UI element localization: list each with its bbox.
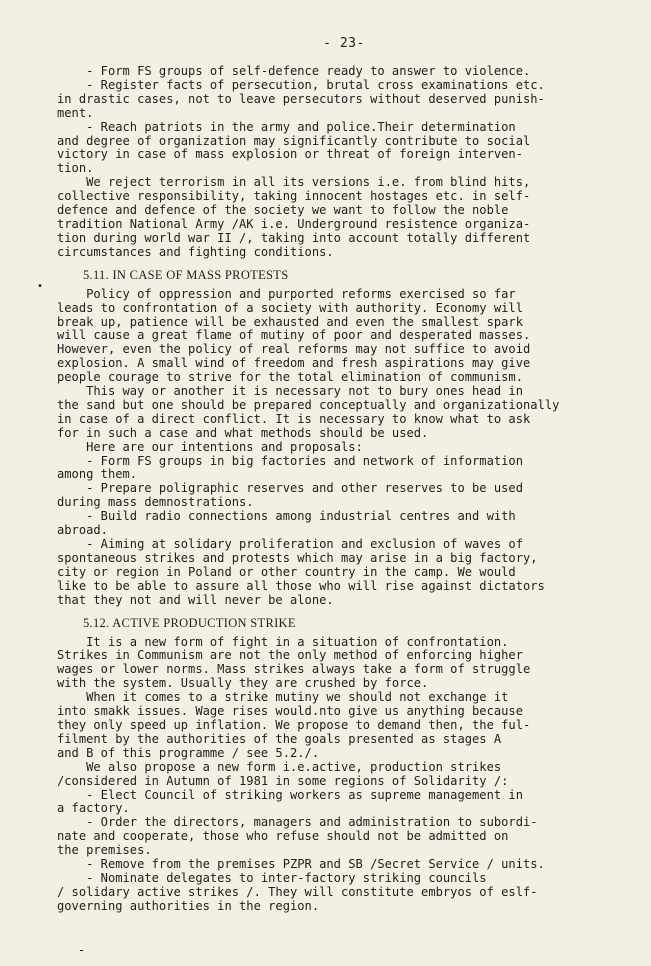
section-heading-mass-protests: 5.11. IN CASE OF MASS PROTESTS — [83, 267, 289, 282]
paragraph-block-self-defence — [57, 65, 631, 260]
text-line: Here are our intentions and proposals: — [57, 439, 363, 454]
text-line: It is a new form of fight in a situation of confrontation. — [57, 634, 509, 649]
text-line: abroad. — [57, 523, 108, 538]
text-line: - Aiming at solidary proliferation and exclusion of waves of — [57, 537, 523, 551]
text-line: among them. — [57, 467, 138, 482]
text-line: in case of a direct conflict. It is necessary to know what to ask — [57, 411, 531, 426]
text-line: collective responsibility, taking innocent hostages etc. in self- — [57, 189, 531, 204]
text-line: - Form FS groups in big factories and network of information — [57, 453, 523, 468]
text-line: tion during world war II /, taking into account totally different — [57, 230, 531, 245]
text-line: nate and cooperate, those who refuse should not be admitted on — [57, 829, 509, 844]
text-line: governing authorities in the region. — [57, 898, 320, 913]
paragraph-block-mass-protests — [57, 288, 631, 608]
text-line: wages or lower norms. Mass strikes always take a form of struggle — [57, 662, 531, 677]
text-line: - Register facts of persecution, brutal cross examinations etc. — [57, 77, 545, 92]
text-line: that they not and will never be alone. — [57, 592, 334, 607]
text-line: people courage to strive for the total elimination of communism. — [57, 370, 523, 385]
trailing-dash: - — [78, 943, 86, 957]
text-line: - Form FS groups of self-defence ready to answer to violence. — [57, 64, 531, 78]
text-line: ment. — [57, 105, 94, 120]
paragraph-block-production-strike — [57, 636, 631, 914]
text-line: leads to confrontation of a society with authority. Economy will — [57, 300, 523, 315]
text-line: explosion. A small wind of freedom and fresh aspirations may give — [57, 356, 531, 371]
text-line: break up, patience will be exhausted and even the smallest spark — [57, 314, 523, 329]
text-line: city or region in Poland or other country in the camp. We would — [57, 564, 516, 579]
text-line: and B of this programme / see 5.2./. — [57, 745, 320, 760]
text-line: into smakk issues. Wage rises would.nto give us anything because — [57, 704, 523, 719]
text-line: We also propose a new form i.e.active, production strikes — [57, 759, 502, 774]
text-line: victory in case of mass explosion or threat of foreign interven- — [57, 147, 523, 162]
text-line: they only speed up inflation. We propose to demand then, the ful- — [57, 717, 531, 732]
text-line: This way or another it is necessary not to bury ones head in — [57, 384, 523, 399]
text-line: - Nominate delegates to inter-factory striking councils — [57, 870, 487, 885]
text-line: during mass demnostrations. — [57, 495, 254, 510]
text-line: with the system. Usually they are crushed by force. — [57, 676, 429, 691]
text-line: When it comes to a strike mutiny we should not exchange it — [57, 690, 509, 705]
text-line: - Remove from the premises PZPR and SB /Secret Service / units. — [57, 857, 545, 872]
text-line: circumstances and fighting conditions. — [57, 244, 334, 259]
text-line: a factory. — [57, 801, 130, 816]
text-line: - Elect Council of striking workers as supreme management in — [57, 787, 523, 802]
text-line: - Prepare poligraphic reserves and other reserves to be used — [57, 481, 523, 496]
text-line: in drastic cases, not to leave persecutors without deserved punish- — [57, 91, 545, 106]
text-line: We reject terrorism in all its versions i.e. from blind hits, — [57, 175, 531, 190]
text-line: - Reach patriots in the army and police.Their determination — [57, 119, 516, 134]
margin-mark: • — [37, 281, 44, 292]
text-line: filment by the authorities of the goals presented as stages A — [57, 731, 502, 746]
text-line: the premises. — [57, 843, 152, 858]
text-line: tion. — [57, 161, 94, 176]
page-number: - 23- — [323, 36, 365, 51]
text-line: / solidary active strikes /. They will constitute embryos of eslf- — [57, 884, 538, 899]
text-line: will cause a great flame of mutiny of poor and desperated masses. — [57, 328, 531, 343]
text-line: the sand but one should be prepared conceptually and organizationally — [57, 397, 560, 412]
text-line: However, even the policy of real reforms may not suffice to avoid — [57, 342, 531, 357]
text-line: like to be able to assure all those who will rise against dictators — [57, 578, 545, 593]
text-line: - Order the directors, managers and administration to subordi- — [57, 815, 538, 830]
text-line: for in such a case and what methods should be used. — [57, 425, 429, 440]
text-line: Policy of oppression and purported reforms exercised so far — [57, 286, 516, 301]
text-line: - Build radio connections among industrial centres and with — [57, 509, 516, 524]
section-heading-active-production-strike: 5.12. ACTIVE PRODUCTION STRIKE — [83, 615, 296, 630]
text-line: /considered in Autumn of 1981 in some regions of Solidarity /: — [57, 773, 509, 788]
text-line: defence and defence of the society we want to follow the noble — [57, 203, 509, 218]
text-line: and degree of organization may significantly contribute to social — [57, 133, 531, 148]
text-line: tradition National Army /AK i.e. Underground resistence organiza- — [57, 216, 531, 231]
text-line: spontaneous strikes and protests which may arise in a big factory, — [57, 550, 538, 565]
text-line: Strikes in Communism are not the only method of enforcing higher — [57, 648, 523, 663]
